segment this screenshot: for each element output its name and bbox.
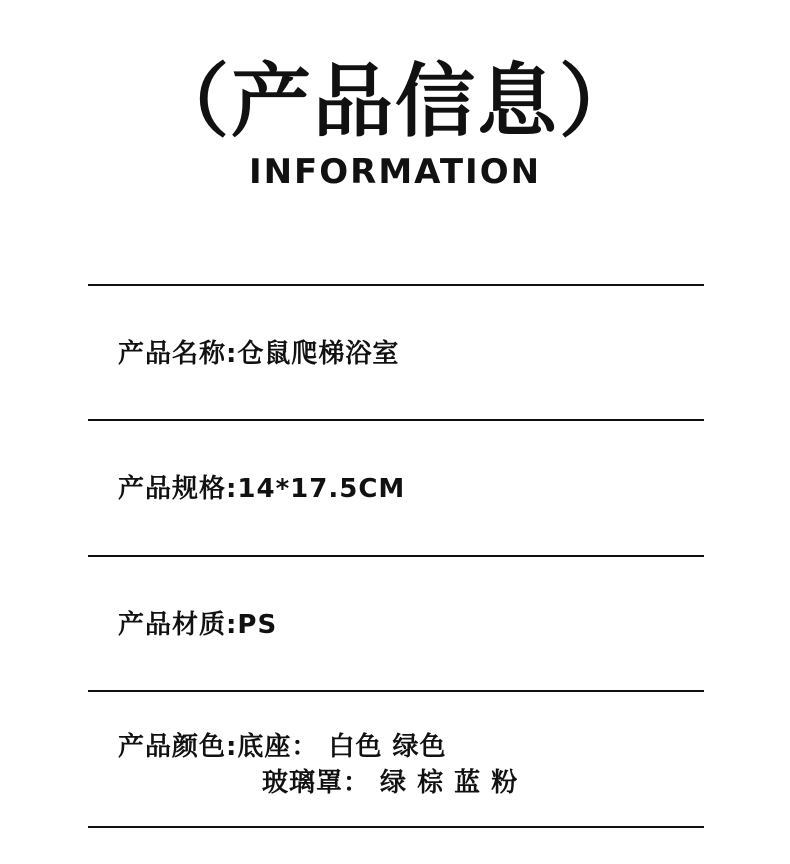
name-label: 产品名称: xyxy=(118,339,238,369)
info-row-color xyxy=(118,730,447,764)
divider-1 xyxy=(88,419,704,421)
page-title: （产品信息） xyxy=(149,55,641,148)
info-row-material xyxy=(118,608,277,642)
color-value-base: 底座： 白色 绿色 xyxy=(237,732,447,762)
info-row-size xyxy=(118,472,405,506)
color-value-cover: 玻璃罩： 绿 棕 蓝 粉 xyxy=(262,768,519,798)
name-value: 仓鼠爬梯浴室 xyxy=(237,339,400,369)
color-label: 产品颜色: xyxy=(118,732,238,762)
material-value: PS xyxy=(237,610,278,640)
page-subtitle: INFORMATION xyxy=(248,152,542,192)
divider-2 xyxy=(88,555,704,557)
size-value: 14*17.5CM xyxy=(237,474,406,504)
info-row-name xyxy=(118,337,399,371)
divider-top xyxy=(88,284,704,286)
size-label: 产品规格: xyxy=(118,474,238,504)
material-label: 产品材质: xyxy=(118,610,238,640)
divider-3 xyxy=(88,690,704,692)
divider-bottom xyxy=(88,826,704,828)
